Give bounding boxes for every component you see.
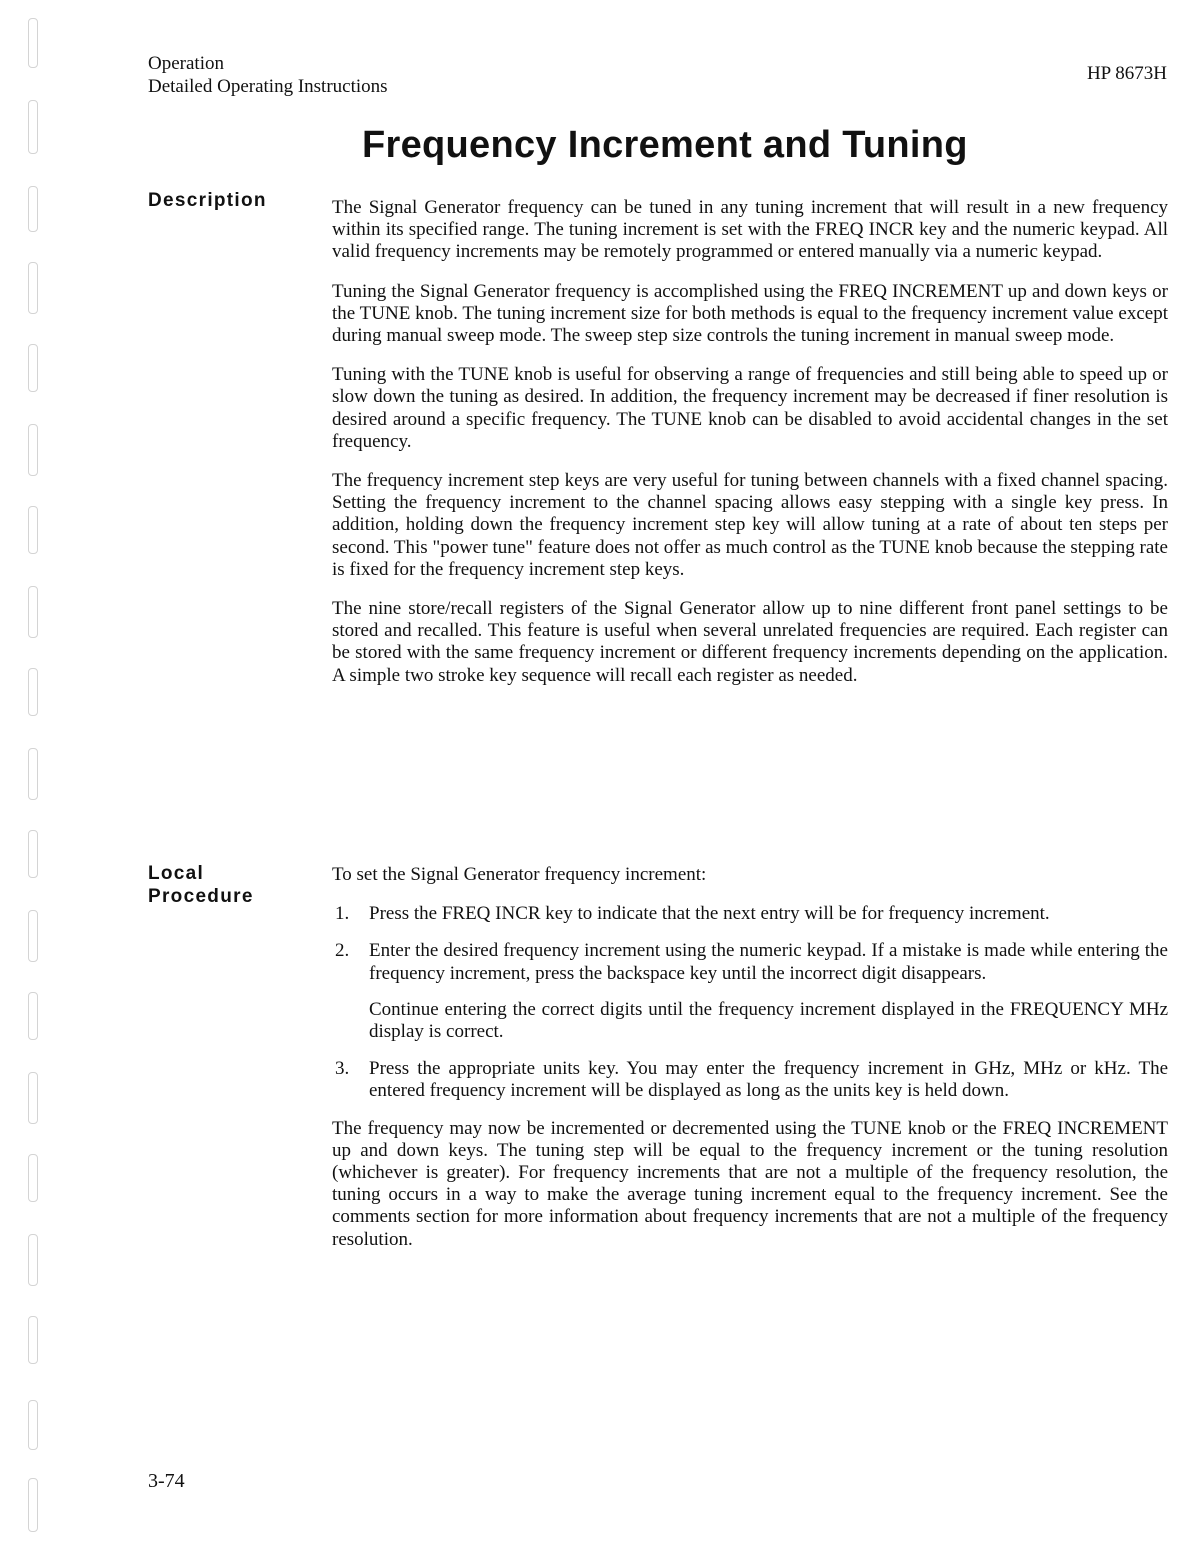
step-number: 2. — [335, 940, 350, 962]
page-title: Frequency Increment and Tuning — [362, 124, 968, 166]
description-paragraph: Tuning the Signal Generator frequency is accomplished using the FREQ INCREMENT up and down keys or the TUNE knob. The tuning increment size for both methods is equal to the frequency increment value except during manual sweep mode. The sweep step size controls the tuning increment in manual sweep mode. — [332, 280, 1168, 347]
procedure-steps — [332, 903, 1168, 1102]
procedure-closing: The frequency may now be incremented or decremented using the TUNE knob or the FREQ INCREMENT up and down keys. The tuning step will be equal to the frequency increment or the tuning resolution (whichever is greater). For frequency increments that are not a multiple of the frequency resolution, the tuning occurs in a way to make the average tuning increment equal to the frequency increment. See the comments section for more information about frequency increments that are not a multiple of the frequency resolution. — [332, 1117, 1168, 1250]
step-text: Press the appropriate units key. You may enter the frequency increment in GHz, MHz or kHz. The entered frequency increment will be displayed as long as the units key is held down. — [369, 1058, 1168, 1102]
local-procedure-heading-line1: Local — [148, 863, 205, 884]
step-number: 3. — [335, 1058, 350, 1080]
step-continuation: Continue entering the correct digits until the frequency increment displayed in the FREQUENCY MHz display is correct. — [369, 998, 1168, 1043]
page-number: 3-74 — [148, 1470, 185, 1492]
description-section — [332, 197, 1168, 704]
step-text: Press the FREQ INCR key to indicate that the next entry will be for frequency increment. — [369, 903, 1050, 925]
header-section: Operation — [148, 53, 224, 74]
local-procedure-heading-line2: Procedure — [148, 886, 254, 907]
description-heading: Description — [148, 190, 267, 211]
step-number: 1. — [335, 903, 350, 925]
procedure-intro: To set the Signal Generator frequency increment: — [332, 864, 707, 885]
description-paragraph: The nine store/recall registers of the Signal Generator allow up to nine different front panel settings to be stored and recalled. This feature is useful when several unrelated frequencies are required. Each register can be stored with the same frequency increment or different frequency increments depending on the application. A simple two stroke key sequence will recall each register as needed. — [332, 598, 1168, 686]
procedure-step — [332, 903, 1168, 925]
description-paragraph: The Signal Generator frequency can be tuned in any tuning increment that will result in a new frequency within its specified range. The tuning increment is set with the FREQ INCR key and the numeric keypad. All valid frequency increments may be remotely programmed or entered manually via a numeric keypad. — [332, 197, 1168, 263]
header-subsection: Detailed Operating Instructions — [148, 76, 388, 97]
header-model: HP 8673H — [1086, 63, 1167, 84]
running-header — [148, 52, 388, 98]
procedure-step — [332, 1058, 1168, 1102]
description-paragraph: Tuning with the TUNE knob is useful for observing a range of frequencies and still being able to speed up or slow down the tuning as desired. In addition, the frequency increment may be decreased if finer resolution is desired around a specific frequency. The TUNE knob can be disabled to avoid accidental changes in the set frequency. — [332, 364, 1168, 452]
step-text: Enter the desired frequency increment using the numeric keypad. If a mistake is made while entering the frequency increment, press the backspace key until the incorrect digit disappears. — [369, 940, 1168, 984]
description-paragraph: The frequency increment step keys are very useful for tuning between channels with a fixed channel spacing. Setting the frequency increment to the channel spacing allows easy stepping with a single key press. In addition, holding down the frequency increment step key will allow tuning at a rate of about ten steps per second. This "power tune" feature does not offer as much control as the TUNE knob because the stepping rate is fixed for the frequency increment step keys. — [332, 470, 1168, 580]
local-procedure-section — [332, 864, 1168, 1268]
procedure-step — [332, 940, 1168, 1043]
local-procedure-heading — [148, 862, 254, 908]
binding-hole-marks — [24, 0, 42, 1568]
